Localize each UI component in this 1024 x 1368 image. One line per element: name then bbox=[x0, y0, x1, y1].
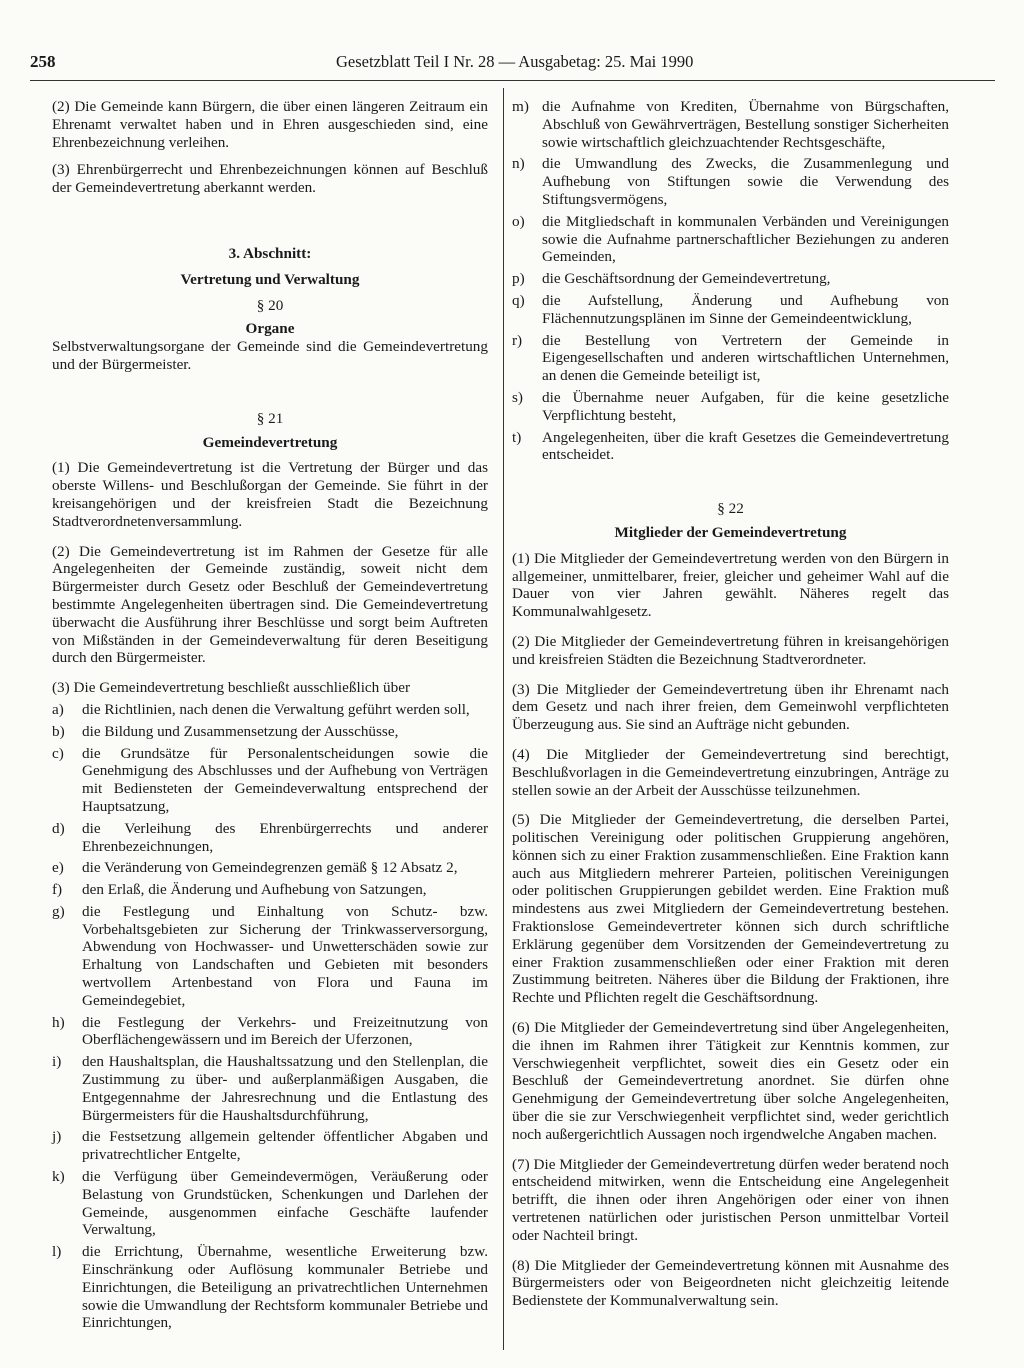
list-item-text: die Geschäftsordnung der Gemeindevertretung, bbox=[542, 270, 831, 288]
header-rule bbox=[30, 80, 995, 81]
section-22-paragraph-7: (7) Die Mitglieder der Gemeindevertretung dürfen weder beratend noch entscheidend mitwirken, wenn die Entscheidung eine Angelegenheit betrifft, die ihnen oder ihren Angehörigen oder einer von ihnen vertretenen natürlichen oder juristischen Person unmittelbar Vorteil oder Nachteil bringt. bbox=[512, 1155, 949, 1244]
section-number-21: § 21 bbox=[256, 409, 284, 427]
list-item bbox=[52, 859, 488, 877]
decision-list-left bbox=[52, 701, 488, 1332]
spacer bbox=[512, 474, 949, 500]
list-item bbox=[512, 213, 949, 266]
list-marker: p) bbox=[512, 270, 525, 288]
list-marker: c) bbox=[52, 744, 64, 762]
section-22-paragraph-6: (6) Die Mitglieder der Gemeindevertretung sind über Angelegenheiten, die ihnen im Rahmen ihrer Tätigkeit zur Kenntnis kommen, zur Verschwiegenheit verpflichtet, soweit dies ein Gesetz oder ein Beschluß der Gemeindevertretung anordnet. Sie dürfen ohne Genehmigung der Gemeindevertretung über solche Angelegenheiten, über die sie zur Verschwiegenheit verpflichtet sind, weder gerichtlich noch außergerichtlich Aussagen noch irgendwelche Angaben machen. bbox=[512, 1019, 949, 1143]
list-item-text: die Aufstellung, Änderung und Aufhebung von Flächennutzungsplänen im Sinne der Gemeindeentwicklung, bbox=[542, 291, 949, 327]
list-item bbox=[52, 723, 488, 741]
list-item-text: die Richtlinien, nach denen die Verwaltung geführt werden soll, bbox=[82, 700, 470, 718]
list-marker: t) bbox=[512, 428, 522, 446]
list-item bbox=[512, 270, 949, 288]
section-22-paragraph-5: (5) Die Mitglieder der Gemeindevertretung, die derselben Partei, politischen Vereinigung oder politischen Gruppierung angehören, können sich zu einer Fraktion zusammenschließen. Eine Fraktion kann auch aus Mitgliedern mehrerer Parteien, politischen Vereinigungen oder politischen Gruppierungen gebildet werden. Eine Fraktion muß mindestens aus zwei Mitgliedern der Gemeindevertretung bestehen. Fraktionslose Gemeindevertreter können sich durch schriftliche Erklärung gegenüber dem Vorsitzenden der Gemeindevertretung zu einer Fraktion zusammenschließen oder einer Fraktion mit deren Zustimmung beitreten. Näheres über die Bildung der Fraktionen, ihre Rechte und Pflichten regelt die Geschäftsordnung. bbox=[512, 811, 949, 1007]
list-item bbox=[52, 1053, 488, 1124]
section-22-paragraph-4: (4) Die Mitglieder der Gemeindevertretung sind berechtigt, Beschlußvorlagen in die Gemeindevertretung einzubringen, Anträge zu stellen sowie an der Arbeit der Ausschüsse teilzunehmen. bbox=[512, 745, 949, 799]
list-marker: d) bbox=[52, 819, 65, 837]
list-marker: a) bbox=[52, 700, 64, 718]
chapter-heading: 3. Abschnitt: bbox=[228, 244, 312, 262]
left-column bbox=[52, 98, 488, 1342]
gazette-header-title: Gesetzblatt Teil I Nr. 28 — Ausgabetag: 25. Mai 1990 bbox=[336, 52, 694, 71]
decision-list-right bbox=[512, 98, 949, 464]
section-22-paragraph-3: (3) Die Mitglieder der Gemeindevertretung üben ihr Ehrenamt nach dem Gesetz und nach ihrer freien, dem Gemeinwohl verpflichteten Überzeugung aus. Sie sind an Aufträge nicht gebunden. bbox=[512, 680, 949, 734]
section-title-21: Gemeindevertretung bbox=[202, 433, 338, 451]
spacer bbox=[52, 451, 488, 459]
list-item bbox=[52, 1243, 488, 1332]
list-marker: q) bbox=[512, 291, 525, 309]
section-20-text: Selbstverwaltungsorgane der Gemeinde sind die Gemeindevertretung und der Bürgermeister. bbox=[52, 338, 488, 373]
list-item-text: die Aufnahme von Krediten, Übernahme von Bürgschaften, Abschluß von Gewährverträgen, Bestellung sonstiger Sicherheiten sowie wirtschaftlich gleichzuachtender Rechtsgeschäfte, bbox=[542, 98, 949, 151]
list-item bbox=[512, 155, 949, 208]
list-item-text: die Verfügung über Gemeindevermögen, Veräußerung oder Belastung von Grundstücken, Schenkungen und Darlehen der Gemeinde, ausgenommen einfache Geschäfte laufender Verwaltung, bbox=[82, 1168, 488, 1239]
list-item-text: die Festsetzung allgemein geltender öffentlicher Abgaben und privatrechtlicher Entgelte, bbox=[82, 1128, 488, 1164]
section-22-paragraph-8: (8) Die Mitglieder der Gemeindevertretung können mit Ausnahme des Bürgermeisters oder von Beigeordneten nicht gleichzeitig leitende Bedienstete der Kommunalverwaltung sein. bbox=[512, 1256, 949, 1310]
section-21-paragraph-3: (3) Die Gemeindevertretung beschließt ausschließlich über bbox=[52, 679, 411, 697]
chapter-title: Vertretung und Verwaltung bbox=[180, 270, 360, 288]
list-item-text: die Festlegung und Einhaltung von Schutz- bzw. Vorbehaltsgebieten zur Sicherung der Trinkwasserversorgung, Abwendung von Hochwasser- und Unwetterschäden sowie zur Erhaltung von Landschaften und Gebieten mit besonders wertvollem Artenbestand von Flora und Fauna im Gemeindegebiet, bbox=[82, 902, 488, 1009]
list-item bbox=[512, 429, 949, 465]
section-number-20: § 20 bbox=[256, 296, 284, 314]
section-22-paragraph-1: (1) Die Mitglieder der Gemeindevertretung werden von den Bürgern in allgemeiner, unmittelbarer, freier, gleicher und geheimer Wahl auf die Dauer von vier Jahren gewählt. Näheres regelt das Kommunalwahlgesetz. bbox=[512, 549, 949, 621]
list-item-text: die Errichtung, Übernahme, wesentliche Erweiterung bzw. Einschränkung oder Auflösung kommunaler Betriebe und Einrichtungen, die Beteiligung an privatrechtlichen Unternehmen sowie die Umwandlung der Rechtsform kommunaler Betriebe und Einrichtungen, bbox=[82, 1243, 488, 1332]
list-item bbox=[512, 332, 949, 385]
right-column bbox=[512, 98, 949, 1322]
list-item-text: die Bildung und Zusammensetzung der Ausschüsse, bbox=[82, 722, 399, 740]
list-marker: k) bbox=[52, 1168, 65, 1186]
list-item-text: die Festlegung der Verkehrs- und Freizeitnutzung von Oberflächengewässern und im Bereich der Uferzonen, bbox=[82, 1013, 488, 1049]
list-item-text: die Übernahme neuer Aufgaben, für die keine gesetzliche Verpflichtung besteht, bbox=[542, 388, 949, 424]
section-title-22: Mitglieder der Gemeindevertretung bbox=[614, 523, 847, 541]
page-number: 258 bbox=[30, 52, 56, 71]
list-marker: f) bbox=[52, 881, 63, 899]
list-item bbox=[52, 701, 488, 719]
list-marker: m) bbox=[512, 98, 529, 115]
column-divider bbox=[503, 88, 504, 1350]
list-marker: b) bbox=[52, 722, 65, 740]
list-marker: e) bbox=[52, 859, 64, 877]
spacer bbox=[52, 207, 488, 245]
list-item bbox=[512, 98, 949, 151]
paragraph-ehrenbezeichnung-2: (2) Die Gemeinde kann Bürgern, die über einen längeren Zeitraum ein Ehrenamt verwaltet haben und in Ehren ausgeschieden sind, eine Ehrenbezeichnung verleihen. bbox=[52, 98, 488, 151]
spacer bbox=[52, 263, 488, 271]
list-marker: h) bbox=[52, 1013, 65, 1031]
section-title-20: Organe bbox=[245, 320, 295, 338]
list-marker: n) bbox=[512, 155, 525, 173]
list-marker: j) bbox=[52, 1128, 62, 1146]
list-item-text: die Umwandlung des Zwecks, die Zusammenlegung und Aufhebung von Stiftungen sowie die Verwendung des Stiftungsvermögens, bbox=[542, 155, 949, 208]
list-item bbox=[52, 1168, 488, 1239]
list-item bbox=[52, 1128, 488, 1164]
list-item-text: den Haushaltsplan, die Haushaltssatzung und den Stellenplan, die Zustimmung zu über- und außerplanmäßigen Ausgaben, die Entgegennahme der Jahresrechnung und die Entlastung des Bürgermeisters für die Haushaltsdurchführung, bbox=[82, 1053, 488, 1124]
list-item bbox=[512, 292, 949, 328]
spacer bbox=[52, 384, 488, 410]
list-item bbox=[52, 881, 488, 899]
spacer bbox=[52, 289, 488, 297]
list-item-text: den Erlaß, die Änderung und Aufhebung von Satzungen, bbox=[82, 881, 427, 899]
list-marker: i) bbox=[52, 1053, 62, 1071]
list-marker: o) bbox=[512, 212, 525, 230]
list-marker: g) bbox=[52, 902, 65, 920]
list-marker: s) bbox=[512, 388, 523, 406]
section-21-paragraph-2: (2) Die Gemeindevertretung ist im Rahmen der Gesetze für alle Angelegenheiten der Gemeinde zuständig, soweit nicht dem Bürgermeister durch Gesetz oder Beschluß der Gemeindevertretung bestimmte Angelegenheiten übertragen sind. Die Gemeindevertretung überwacht die Ausführung ihrer Beschlüsse und sorgt beim Auftreten von Mißständen in der Gemeindeverwaltung für deren Beseitigung durch den Bürgermeister. bbox=[52, 542, 488, 667]
list-item-text: die Veränderung von Gemeindegrenzen gemäß § 12 Absatz 2, bbox=[82, 859, 458, 877]
list-item-text: die Verleihung des Ehrenbürgerrechts und anderer Ehrenbezeichnungen, bbox=[82, 819, 488, 855]
list-item bbox=[52, 820, 488, 856]
spacer bbox=[512, 542, 949, 550]
list-item-text: die Bestellung von Vertretern der Gemeinde in Eigengesellschaften und anderen wirtschaftlichen Unternehmen, an denen die Gemeinde beteiligt ist, bbox=[542, 331, 949, 385]
list-item-text: Angelegenheiten, über die kraft Gesetzes die Gemeindevertretung entscheidet. bbox=[542, 428, 949, 464]
section-22-paragraph-2: (2) Die Mitglieder der Gemeindevertretung führen in kreisangehörigen und kreisfreien Städten die Bezeichnung Stadtverordneter. bbox=[512, 632, 949, 668]
list-item bbox=[52, 903, 488, 1010]
list-item-text: die Grundsätze für Personalentscheidungen sowie die Genehmigung des Abschlusses und der Aufhebung von Verträgen mit Bediensteten der Gemeindeverwaltung entsprechend der Hauptsatzung, bbox=[82, 744, 488, 815]
list-marker: l) bbox=[52, 1243, 62, 1261]
list-item bbox=[52, 1014, 488, 1050]
list-item-text: die Mitgliedschaft in kommunalen Verbänden und Vereinigungen sowie die Aufnahme partnerschaftlicher Beziehungen zu anderen Gemeinden, bbox=[542, 212, 949, 266]
section-number-22: § 22 bbox=[717, 500, 744, 518]
paragraph-ehrenbezeichnung-3: (3) Ehrenbürgerrecht und Ehrenbezeichnungen können auf Beschluß der Gemeindevertretung aberkannt werden. bbox=[52, 161, 488, 197]
list-item bbox=[52, 745, 488, 816]
list-marker: r) bbox=[512, 331, 523, 349]
list-item bbox=[512, 389, 949, 425]
page-header bbox=[30, 52, 994, 80]
section-21-paragraph-1: (1) Die Gemeindevertretung ist die Vertretung der Bürger und das oberste Willens- und Beschlußorgan der Gemeinde. Sie führt in der kreisangehörigen und der kreisfreien Stadt die Bezeichnung Stadtverordnetenversammlung. bbox=[52, 459, 488, 530]
